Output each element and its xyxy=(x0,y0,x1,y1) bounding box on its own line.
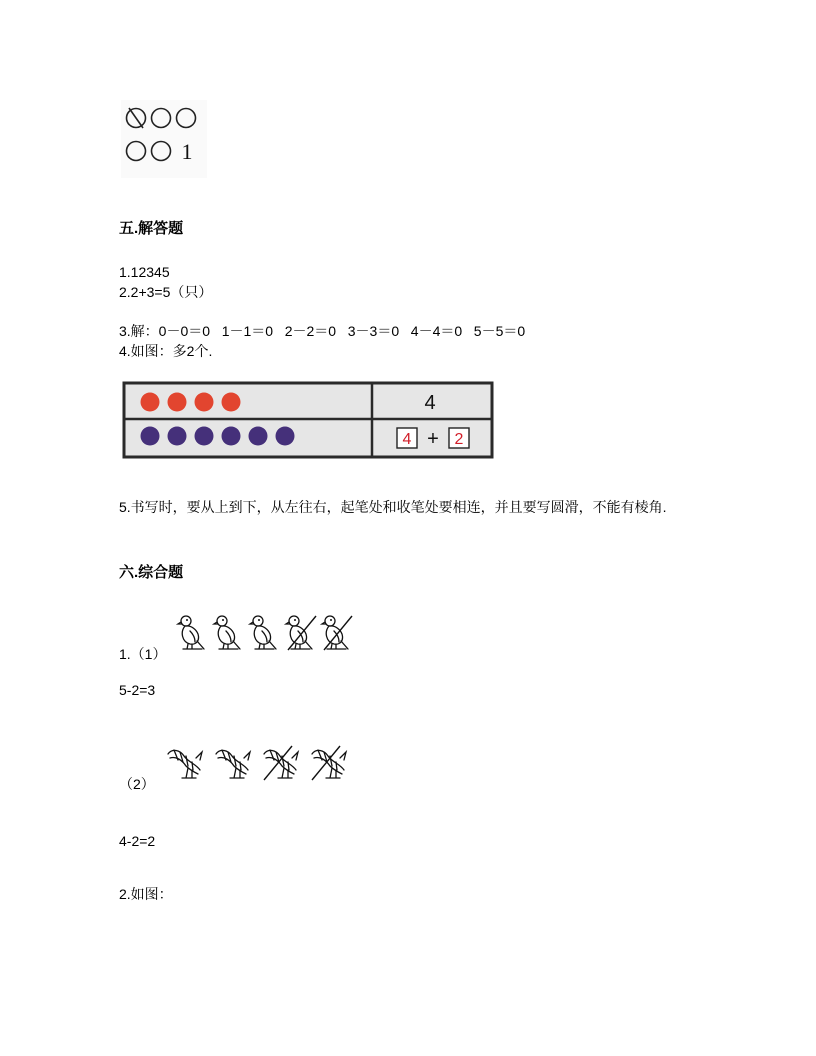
circles-svg xyxy=(121,100,207,178)
red-dot xyxy=(168,393,187,412)
dots-table xyxy=(121,380,495,460)
answer-line-1: 1.12345 xyxy=(119,264,170,280)
bird-icon xyxy=(216,750,250,778)
q2-label: （2） xyxy=(119,776,155,792)
answer-line-4: 4.如图：多2个. xyxy=(119,343,213,359)
dots-table-svg xyxy=(121,380,495,460)
section6-heading: 六.综合题 xyxy=(119,564,184,581)
birds-row-1 xyxy=(176,610,356,659)
red-dot xyxy=(141,393,160,412)
purple-dot xyxy=(195,427,214,446)
plus-sign: + xyxy=(427,428,439,450)
purple-dot xyxy=(249,427,268,446)
crossed-bird-icon xyxy=(286,616,316,650)
birds-row-2 xyxy=(164,740,354,787)
red-dot xyxy=(222,393,241,412)
box-right-value: 2 xyxy=(454,431,464,448)
crossed-bird-icon xyxy=(322,616,352,650)
q1-label: 1.（1） xyxy=(119,646,167,662)
purple-dot xyxy=(141,427,160,446)
bird-icon xyxy=(168,750,202,778)
section5-heading: 五.解答题 xyxy=(119,220,184,237)
remaining-digit: 1 xyxy=(181,139,193,164)
circles-figure xyxy=(121,100,207,178)
circle xyxy=(152,109,171,128)
equation-1: 5-2=3 xyxy=(119,682,156,698)
purple-dot xyxy=(276,427,295,446)
purple-dot xyxy=(168,427,187,446)
crossed-bird-icon xyxy=(312,746,346,780)
answer-line-2: 2.2+3=5（只） xyxy=(119,284,213,300)
purple-dot xyxy=(222,427,241,446)
bird-icon xyxy=(178,616,204,649)
answer-line-3: 3.解：0－0＝0 1－1＝0 2－2＝0 3－3＝0 4－4＝0 5－5＝0 xyxy=(119,323,526,339)
circle xyxy=(127,142,146,161)
red-dot xyxy=(195,393,214,412)
answer-line-5: 5.书写时，要从上到下，从左往右，起笔处和收笔处要相连，并且要写圆滑，不能有棱角. xyxy=(119,499,667,515)
top-count-text: 4 xyxy=(424,392,436,414)
bird-icon xyxy=(250,616,276,649)
circle xyxy=(177,109,196,128)
circle xyxy=(152,142,171,161)
crossed-bird-icon xyxy=(264,746,298,780)
equation-2: 4-2=2 xyxy=(119,833,156,849)
birds-row-1-svg xyxy=(176,610,356,656)
birds-row-2-svg xyxy=(164,740,354,784)
box-left-value: 4 xyxy=(402,431,412,448)
bird-icon xyxy=(214,616,240,649)
q3-label: 2.如图： xyxy=(119,886,173,902)
